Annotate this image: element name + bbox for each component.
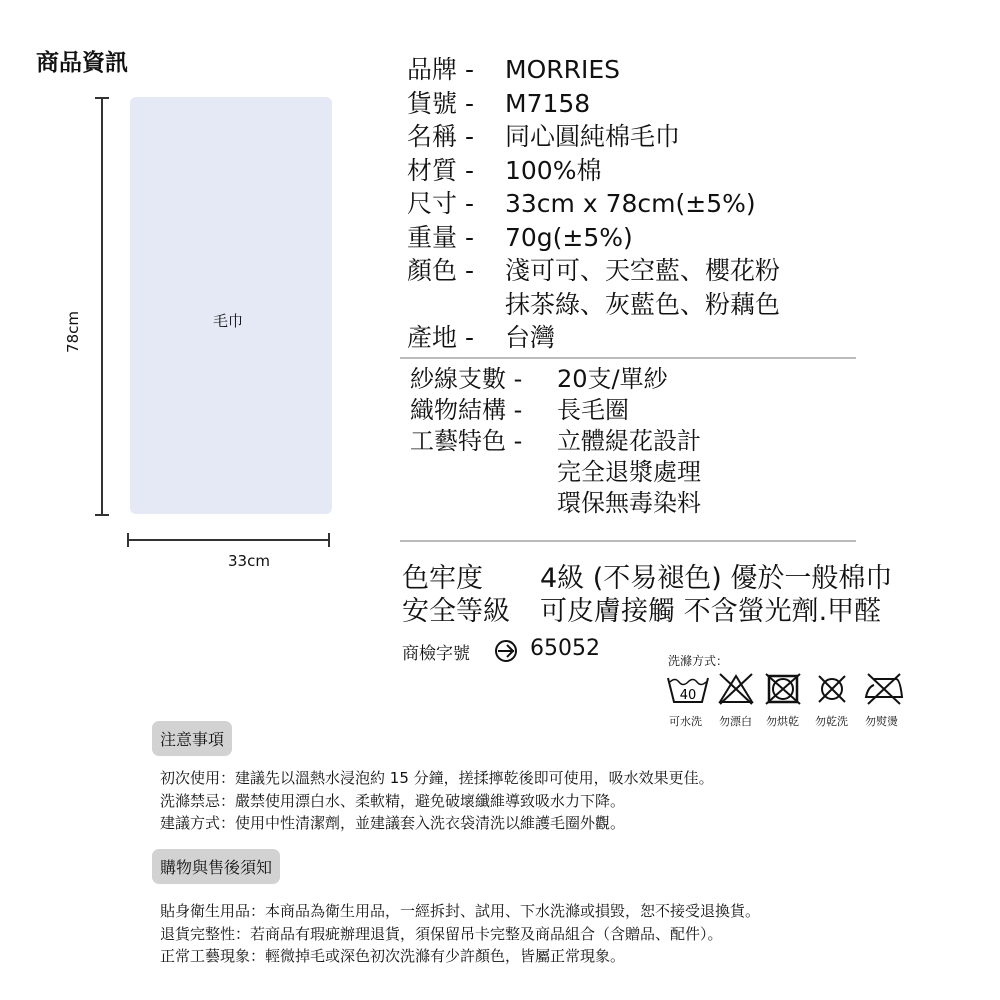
- spec-label: 尺寸 -: [407, 189, 474, 218]
- spec-label: 貨號 -: [407, 88, 474, 118]
- spec-row: [407, 87, 780, 121]
- wash-label: 勿乾洗: [815, 715, 848, 728]
- spec-list-2: [410, 364, 701, 519]
- spec-row: [407, 254, 780, 288]
- divider: [400, 540, 856, 542]
- wash-title: 洗滌方式：: [668, 654, 729, 668]
- spec-row: [407, 288, 780, 322]
- inspection-number: 65052: [530, 636, 600, 661]
- spec-row: [407, 154, 780, 188]
- wash-temp: 40: [679, 688, 697, 703]
- page-title: 商品資訊: [36, 50, 128, 76]
- spec-value: 抹茶綠、灰藍色、粉藕色: [505, 289, 781, 319]
- spec-value: 完全退漿處理: [557, 458, 701, 486]
- safety-level-value: 可皮膚接觸 不含螢光劑.甲醛: [540, 596, 882, 627]
- notice-heading: 注意事項: [152, 721, 232, 756]
- spec-label: 材質 -: [407, 155, 474, 185]
- hand-wash-40-icon: [666, 672, 710, 706]
- spec-value: 33cm x 78cm(±5%): [505, 189, 756, 218]
- no-dry-clean-icon: [814, 672, 850, 706]
- spec-row: [407, 321, 780, 355]
- spec-value: MORRIES: [505, 55, 621, 84]
- color-fastness-value: 4級 (不易褪色) 優於一般棉巾: [540, 563, 893, 594]
- spec-label: 重量 -: [407, 222, 474, 252]
- wash-label: 勿烘乾: [766, 715, 799, 728]
- spec-row: [410, 364, 701, 395]
- no-bleach-icon: [716, 672, 756, 706]
- spec-value: 長毛圈: [557, 396, 629, 424]
- towel-label: 毛巾: [213, 312, 244, 330]
- after-sales-line: 正常工藝現象：輕微掉毛或深色初次洗滌有少許顏色，皆屬正常現象。: [160, 947, 626, 965]
- height-label: 78cm: [63, 311, 82, 353]
- spec-row: [407, 221, 780, 255]
- spec-value: 台灣: [505, 323, 556, 352]
- spec-label: [407, 288, 505, 322]
- spec-row: [407, 120, 780, 154]
- safety-level-label: 安全等級: [402, 596, 510, 627]
- spec-row: [410, 426, 701, 457]
- dimension-cap: [95, 97, 109, 99]
- height-dimension-line: [101, 97, 103, 515]
- no-iron-icon: [862, 672, 906, 706]
- color-fastness-label: 色牢度: [402, 563, 483, 594]
- wash-label: 勿漂白: [719, 715, 752, 728]
- spec-label: [410, 488, 557, 519]
- spec-label: [410, 457, 557, 488]
- spec-value: 環保無毒染料: [557, 489, 701, 517]
- notice-line: 初次使用：建議先以溫熱水浸泡約 15 分鐘，搓揉擰乾後即可使用，吸水效果更佳。: [160, 769, 714, 787]
- spec-row: [407, 187, 780, 221]
- spec-label: 名稱 -: [407, 122, 474, 151]
- spec-label: 品牌 -: [407, 55, 474, 84]
- notice-line: 建議方式：使用中性清潔劑，並建議套入洗衣袋清洗以維護毛圈外觀。: [160, 814, 626, 832]
- spec-value: 立體緹花設計: [557, 427, 701, 455]
- spec-value: 70g(±5%): [505, 222, 633, 252]
- spec-value: 同心圓純棉毛巾: [505, 122, 681, 151]
- width-dimension-line: [127, 539, 330, 541]
- notice-lines: [160, 767, 714, 835]
- spec-row: [410, 457, 701, 488]
- spec-row: [410, 488, 701, 519]
- spec-value: 20支/單紗: [557, 365, 668, 393]
- width-label: 33cm: [228, 552, 270, 570]
- spec-row: [410, 395, 701, 426]
- wash-label: 勿熨燙: [865, 715, 898, 728]
- spec-label: 顏色 -: [407, 256, 474, 285]
- spec-value: 100%棉: [505, 155, 602, 185]
- divider: [400, 357, 856, 359]
- spec-value: 淺可可、天空藍、櫻花粉: [505, 256, 781, 285]
- inspection-mark-icon: [494, 640, 520, 662]
- dimension-cap: [95, 514, 109, 516]
- inspection-label: 商檢字號: [402, 644, 470, 664]
- spec-list: [407, 53, 780, 355]
- spec-row: [407, 53, 780, 87]
- no-tumble-dry-icon: [764, 672, 802, 706]
- spec-label: 產地 -: [407, 323, 474, 352]
- wash-label: 可水洗: [669, 715, 702, 728]
- spec-label: 織物結構 -: [410, 396, 523, 424]
- spec-value: M7158: [505, 88, 591, 118]
- dimension-cap: [127, 533, 129, 547]
- notice-line: 洗滌禁忌：嚴禁使用漂白水、柔軟精，避免破壞纖維導致吸水力下降。: [160, 791, 626, 810]
- spec-label: 工藝特色 -: [410, 427, 523, 455]
- after-sales-heading: 購物與售後須知: [152, 849, 280, 884]
- dimension-cap: [328, 533, 330, 547]
- after-sales-lines: [160, 900, 760, 968]
- after-sales-line: 退貨完整性：若商品有瑕疵辦理退貨，須保留吊卡完整及商品組合（含贈品、配件）。: [160, 924, 723, 943]
- after-sales-line: 貼身衛生用品：本商品為衛生用品，一經拆封、試用、下水洗滌或損毀，恕不接受退換貨。: [160, 902, 761, 920]
- towel-diagram: [130, 97, 332, 514]
- spec-label: 紗線支數 -: [410, 365, 523, 393]
